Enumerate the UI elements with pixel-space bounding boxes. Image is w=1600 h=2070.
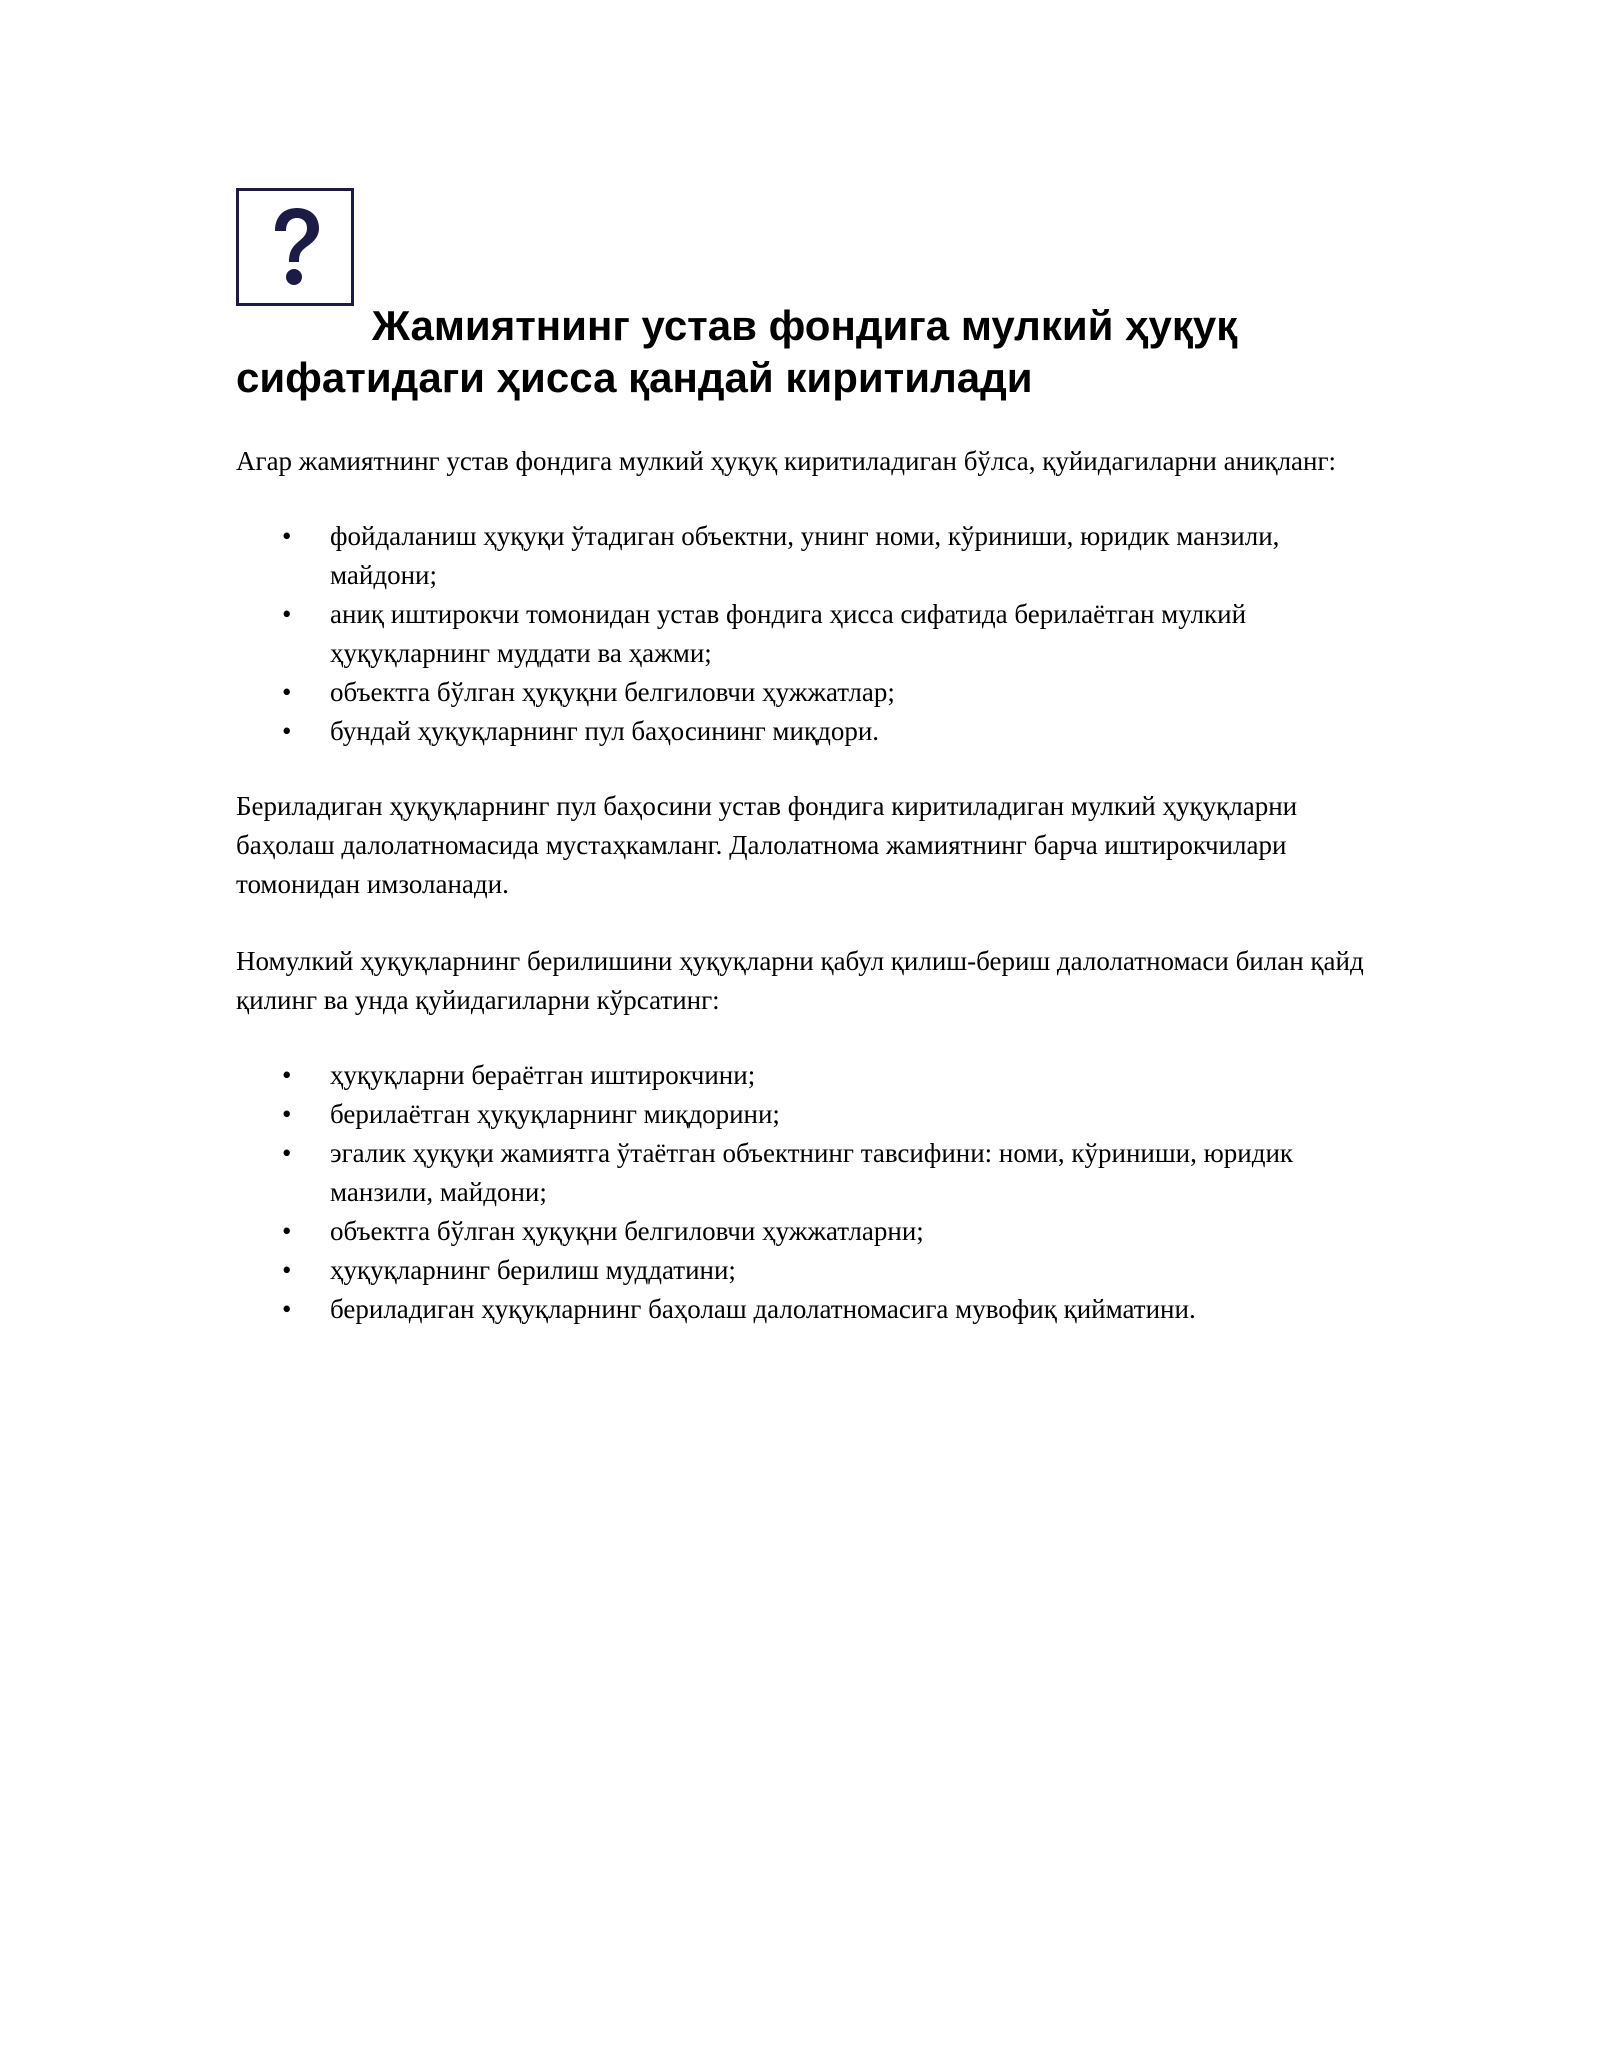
intro-paragraph: Агар жамиятнинг устав фондига мулкий ҳуқуқ киритиладиган бўлса, қуйидагиларни аниқланг: xyxy=(236,446,1337,476)
list-item xyxy=(236,1290,1376,1329)
list-item-text: бериладиган ҳуқуқларнинг баҳолаш далолатномасига мувофиқ қийматини. xyxy=(330,1294,1196,1324)
bullet-icon: • xyxy=(282,599,292,629)
list-item xyxy=(236,517,1376,595)
requirements-list xyxy=(236,517,1376,751)
list-item xyxy=(236,1134,1376,1212)
list-item-text: объектга бўлган ҳуқуқни белгиловчи ҳужжатлар; xyxy=(330,677,895,707)
bullet-icon: • xyxy=(282,1216,292,1246)
bullet-icon: • xyxy=(282,1138,292,1168)
document-title: Жамиятнинг устав фондига мулкий ҳуқуқ сифатидаги ҳисса қандай киритилади xyxy=(236,302,1238,401)
list-item-text: ҳуқуқларнинг берилиш муддатини; xyxy=(330,1255,736,1285)
list-item xyxy=(236,1212,1376,1251)
list-item xyxy=(236,1095,1376,1134)
list-item xyxy=(236,595,1376,673)
question-mark-glyph xyxy=(239,191,351,303)
transfer-paragraph: Номулкий ҳуқуқларнинг берилишини ҳуқуқларни қабул қилиш-бериш далолатномаси билан қайд қилинг ва унда қуйидагиларни кўрсатинг: xyxy=(236,946,1364,1015)
document-page xyxy=(236,188,1376,1329)
transfer-details-list xyxy=(236,1056,1376,1329)
bullet-icon: • xyxy=(282,1060,292,1090)
list-item-text: эгалик ҳуқуқи жамиятга ўтаётган объектнинг тавсифини: номи, кўриниши, юридик манзили, майдони; xyxy=(330,1138,1294,1207)
list-item-text: фойдаланиш ҳуқуқи ўтадиган объектни, унинг номи, кўриниши, юридик манзили, майдони; xyxy=(330,521,1280,590)
list-item xyxy=(236,1251,1376,1290)
bullet-icon: • xyxy=(282,1255,292,1285)
bullet-icon: • xyxy=(282,1294,292,1324)
list-item-text: бундай ҳуқуқларнинг пул баҳосининг миқдори. xyxy=(330,716,880,746)
list-item-text: аниқ иштирокчи томонидан устав фондига ҳисса сифатида берилаётган мулкий ҳуқуқларнинг муддати ва ҳажми; xyxy=(330,599,1247,668)
bullet-icon: • xyxy=(282,521,292,551)
list-item-text: объектга бўлган ҳуқуқни белгиловчи ҳужжатларни; xyxy=(330,1216,924,1246)
valuation-paragraph: Бериладиган ҳуқуқларнинг пул баҳосини устав фондига киритиладиган мулкий ҳуқуқларни баҳолаш далолатномасида мустаҳкамланг. Далолатнома жамиятнинг барча иштирокчилари томонидан имзоланади. xyxy=(236,791,1298,899)
list-item xyxy=(236,712,1376,751)
list-item-text: ҳуқуқларни бераётган иштирокчини; xyxy=(330,1060,756,1090)
bullet-icon: • xyxy=(282,677,292,707)
list-item xyxy=(236,673,1376,712)
question-mark-icon xyxy=(236,188,354,306)
list-item xyxy=(236,1056,1376,1095)
bullet-icon: • xyxy=(282,1099,292,1129)
list-item-text: берилаётган ҳуқуқларнинг миқдорини; xyxy=(330,1099,780,1129)
bullet-icon: • xyxy=(282,716,292,746)
